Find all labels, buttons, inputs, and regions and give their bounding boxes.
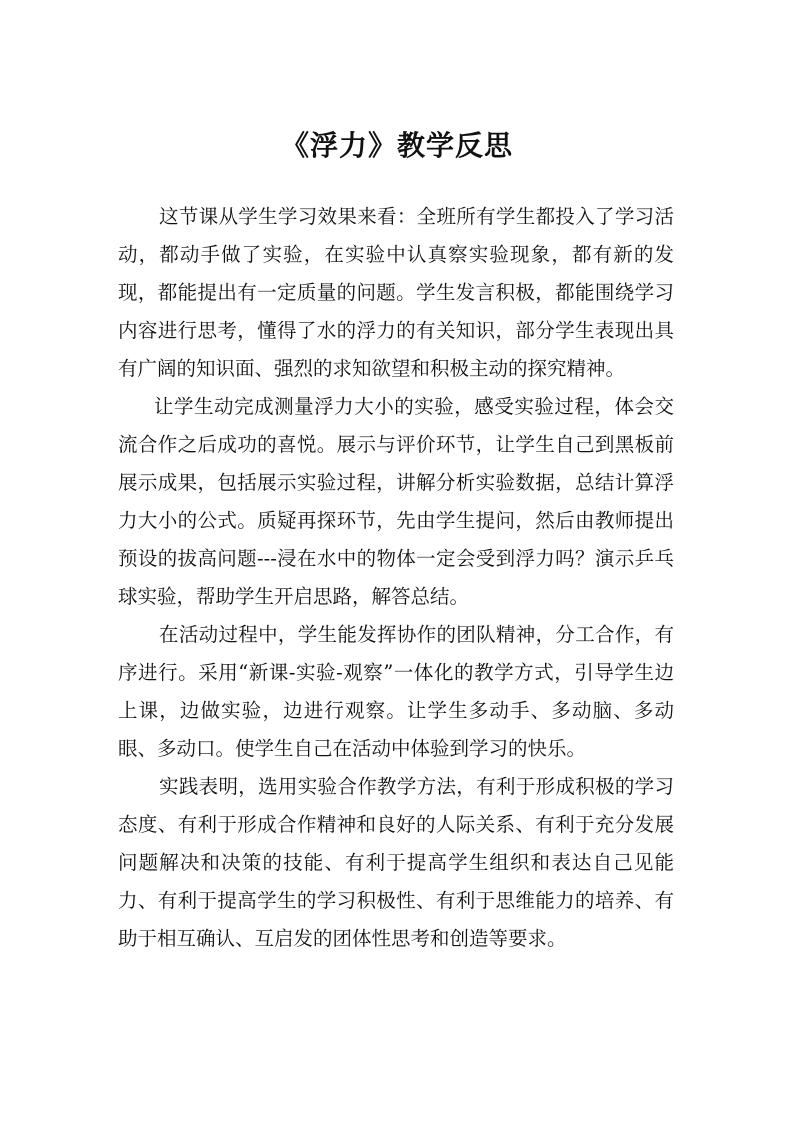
document-title: 《浮力》教学反思 <box>280 129 513 162</box>
paragraph-4: 实践表明，选用实验合作教学方法，有利于形成积极的学习态度、有利于形成合作精神和良好的人际关系、有利于充分发展问题解决和决策的技能、有利于提高学生组织和表达自己见能力、有利于提高学生的学习积极性、有利于思维能力的培养、有助于相互确认、互启发的团体性思考和创造等要求。 <box>118 775 674 950</box>
paragraph-1: 这节课从学生学习效果来看：全班所有学生都投入了学习活动，都动手做了实验，在实验中认真察实验现象，都有新的发现，都能提出有一定质量的问题。学生发言积极，都能围绕学习内容进行思考，懂得了水的浮力的有关知识，部分学生表现出具有广阔的知识面、强烈的求知欲望和积极主动的探究精神。 <box>118 205 674 380</box>
document-body <box>118 198 674 958</box>
paragraph-3: 在活动过程中，学生能发挥协作的团队精神，分工合作，有序进行。采用“新课-实验-观察”一体化的教学方式，引导学生边上课，边做实验，边进行观察。让学生多动手、多动脑、多动眼、多动口。使学生自己在活动中体验到学习的快乐。 <box>118 623 674 760</box>
paragraph-2: 让学生动完成测量浮力大小的实验，感受实验过程，体会交流合作之后成功的喜悦。展示与评价环节，让学生自己到黑板前展示成果，包括展示实验过程，讲解分析实验数据，总结计算浮力大小的公式。质疑再探环节，先由学生提问，然后由教师提出预设的拔高问题---浸在水中的物体一定会受到浮力吗？演示乒乓球实验，帮助学生开启思路，解答总结。 <box>118 395 674 608</box>
